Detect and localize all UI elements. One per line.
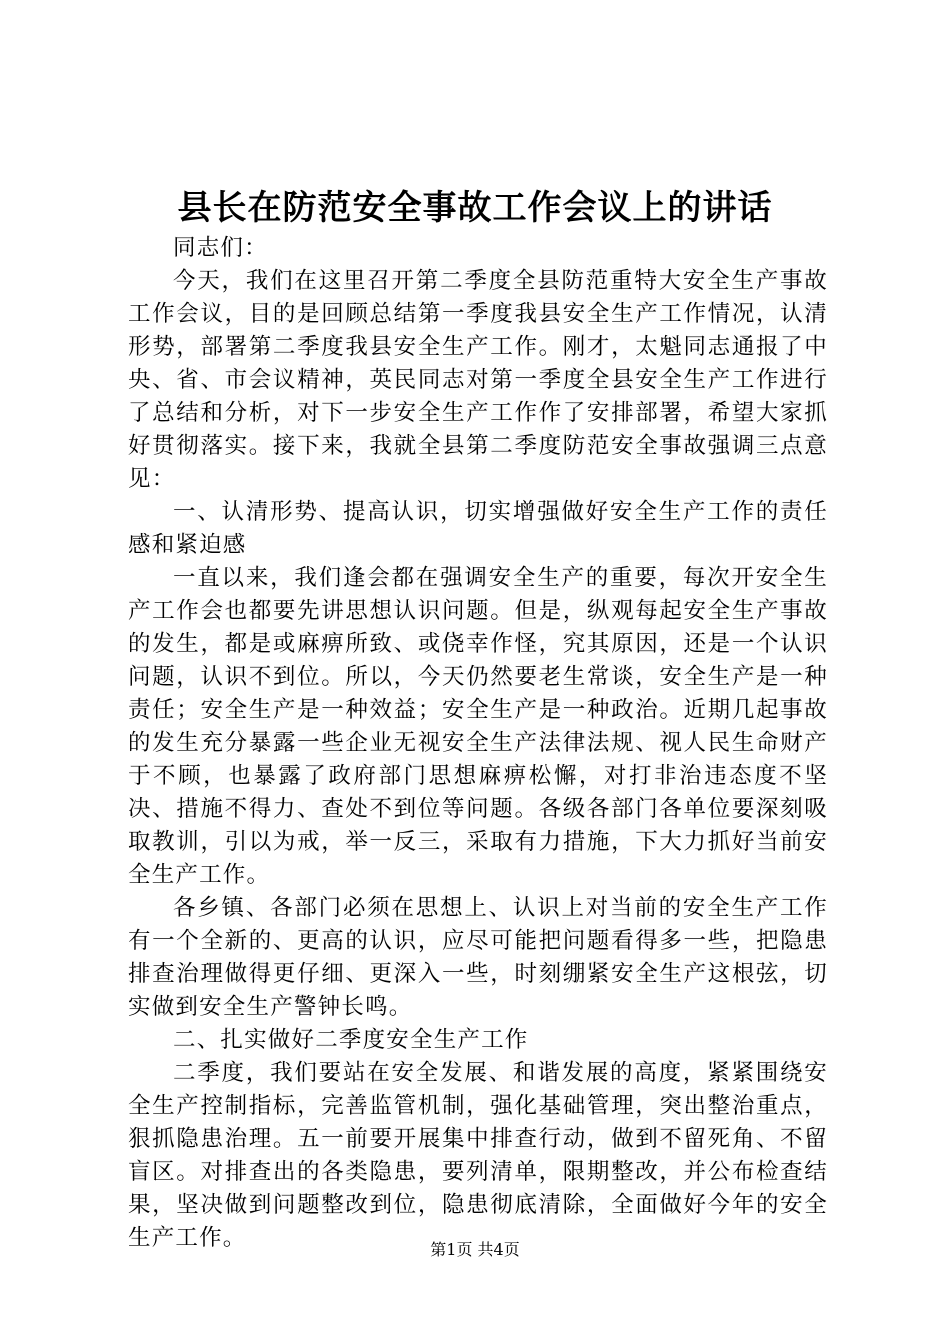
section-heading-1: 一、认清形势、提高认识，切实增强做好安全生产工作的责任感和紧迫感 xyxy=(128,499,828,558)
paragraph-departments: 各乡镇、各部门必须在思想上、认识上对当前的安全生产工作有一个全新的、更高的认识，应尽可能把问题看得多一些，把隐患排查治理做得更仔细、更深入一些，时刻绷紧安全生产这根弦，切实做到安全生产警钟长鸣。 xyxy=(128,895,828,1020)
document-body xyxy=(128,232,828,1255)
salutation: 同志们： xyxy=(173,235,268,261)
page-footer: 第1页 共4页 xyxy=(430,1240,520,1259)
section-heading-2: 二、扎实做好二季度安全生产工作 xyxy=(173,1027,529,1053)
paragraph-awareness: 一直以来，我们逢会都在强调安全生产的重要，每次开安全生产工作会也都要先讲思想认识问题。但是，纵观每起安全生产事故的发生，都是或麻痹所致、或侥幸作怪，究其原因，还是一个认识问题，认识不到位。所以，今天仍然要老生常谈，安全生产是一种责任；安全生产是一种效益；安全生产是一种政治。近期几起事故的发生充分暴露一些企业无视安全生产法律法规、视人民生命财产于不顾，也暴露了政府部门思想麻痹松懈，对打非治违态度不坚决、措施不得力、查处不到位等问题。各级各部门各单位要深刻吸取教训，引以为戒，举一反三，采取有力措施，下大力抓好当前安全生产工作。 xyxy=(128,565,828,888)
paragraph-intro: 今天，我们在这里召开第二季度全县防范重特大安全生产事故工作会议，目的是回顾总结第一季度我县安全生产工作情况，认清形势，部署第二季度我县安全生产工作。刚才，太魁同志通报了中央、省、市会议精神，英民同志对第一季度全县安全生产工作进行了总结和分析，对下一步安全生产工作作了安排部署，希望大家抓好贯彻落实。接下来，我就全县第二季度防范安全事故强调三点意见： xyxy=(128,268,828,492)
paragraph-second-quarter: 二季度，我们要站在安全发展、和谐发展的高度，紧紧围绕安全生产控制指标，完善监管机制，强化基础管理，突出整治重点，狠抓隐患治理。五一前要开展集中排查行动，做到不留死角、不留盲区。对排查出的各类隐患，要列清单，限期整改，并公布检查结果，坚决做到问题整改到位，隐患彻底清除，全面做好今年的安全生产工作。 xyxy=(128,1060,828,1251)
document-title: 县长在防范安全事故工作会议上的讲话 xyxy=(177,188,773,228)
